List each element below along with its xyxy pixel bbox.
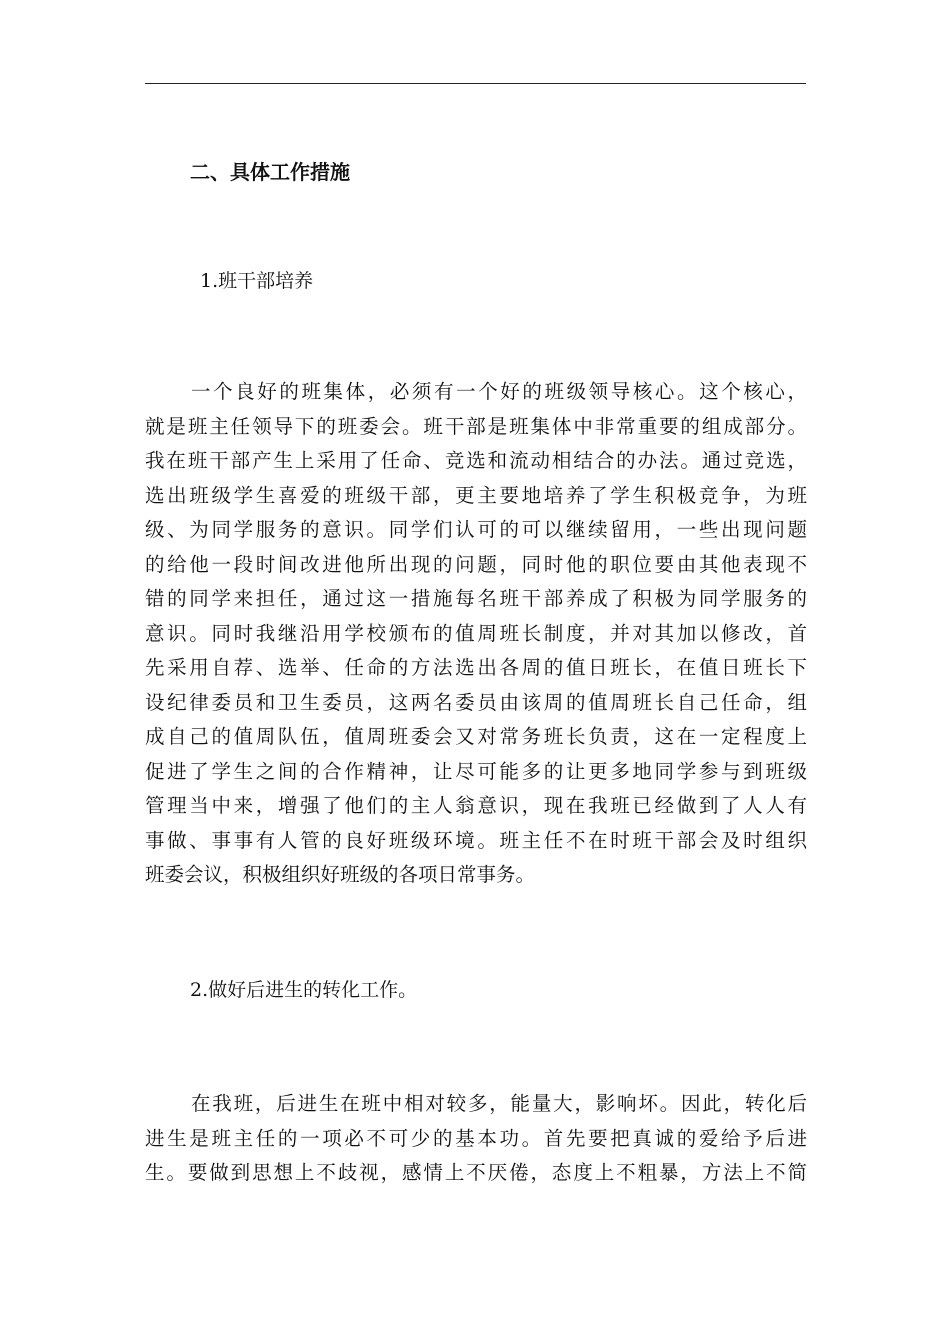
subheading-underachiever-work: 2.做好后进生的转化工作。 bbox=[190, 979, 418, 1001]
paragraph-class-cadre bbox=[145, 375, 807, 893]
paragraph-line: 的给他一段时间改进他所出现的问题，同时他的职位要由其他表现不 bbox=[145, 552, 807, 576]
paragraph-line: 错的同学来担任，通过这一措施每名班干部养成了积极为同学服务的 bbox=[145, 587, 807, 610]
paragraph-line: 在我班，后进生在班中相对较多，能量大，影响坏。因此，转化后 bbox=[191, 1092, 807, 1115]
paragraph-line: 事做、事事有人管的良好班级环境。班主任不在时班干部会及时组织 bbox=[145, 828, 807, 852]
subheading-class-cadre-training: 1.班干部培养 bbox=[200, 270, 314, 292]
paragraph-line: 选出班级学生喜爱的班级干部，更主要地培养了学生积极竞争，为班 bbox=[145, 483, 807, 507]
header-rule bbox=[145, 83, 806, 84]
paragraph-line: 意识。同时我继沿用学校颁布的值周班长制度，并对其加以修改，首 bbox=[145, 621, 807, 645]
paragraph-line: 班委会议，积极组织好班级的各项日常事务。 bbox=[145, 863, 536, 886]
paragraph-line: 设纪律委员和卫生委员，这两名委员由该周的值周班长自己任命，组 bbox=[145, 690, 807, 714]
paragraph-line: 成自己的值周队伍，值周班委会又对常务班长负责，这在一定程度上 bbox=[145, 725, 807, 748]
paragraph-line: 生。要做到思想上不歧视，感情上不厌倦，态度上不粗暴，方法上不简 bbox=[145, 1161, 807, 1184]
paragraph-line: 级、为同学服务的意识。同学们认可的可以继续留用，一些出现问题 bbox=[145, 518, 807, 541]
paragraph-line: 管理当中来，增强了他们的主人翁意识，现在我班已经做到了人人有 bbox=[145, 794, 807, 817]
paragraph-line: 就是班主任领导下的班委会。班干部是班集体中非常重要的组成部分。 bbox=[145, 414, 807, 438]
paragraph-line: 一个良好的班集体，必须有一个好的班级领导核心。这个核心， bbox=[191, 380, 807, 403]
paragraph-underachievers bbox=[145, 1087, 807, 1191]
paragraph-line: 进生是班主任的一项必不可少的基本功。首先要把真诚的爱给予后进 bbox=[145, 1126, 807, 1150]
paragraph-line: 我在班干部产生上采用了任命、竞选和流动相结合的办法。通过竞选， bbox=[145, 449, 807, 472]
section-heading: 二、具体工作措施 bbox=[190, 160, 350, 184]
paragraph-line: 促进了学生之间的合作精神，让尽可能多的让更多地同学参与到班级 bbox=[145, 759, 807, 783]
paragraph-line: 先采用自荐、选举、任命的方法选出各周的值日班长，在值日班长下 bbox=[145, 656, 807, 679]
